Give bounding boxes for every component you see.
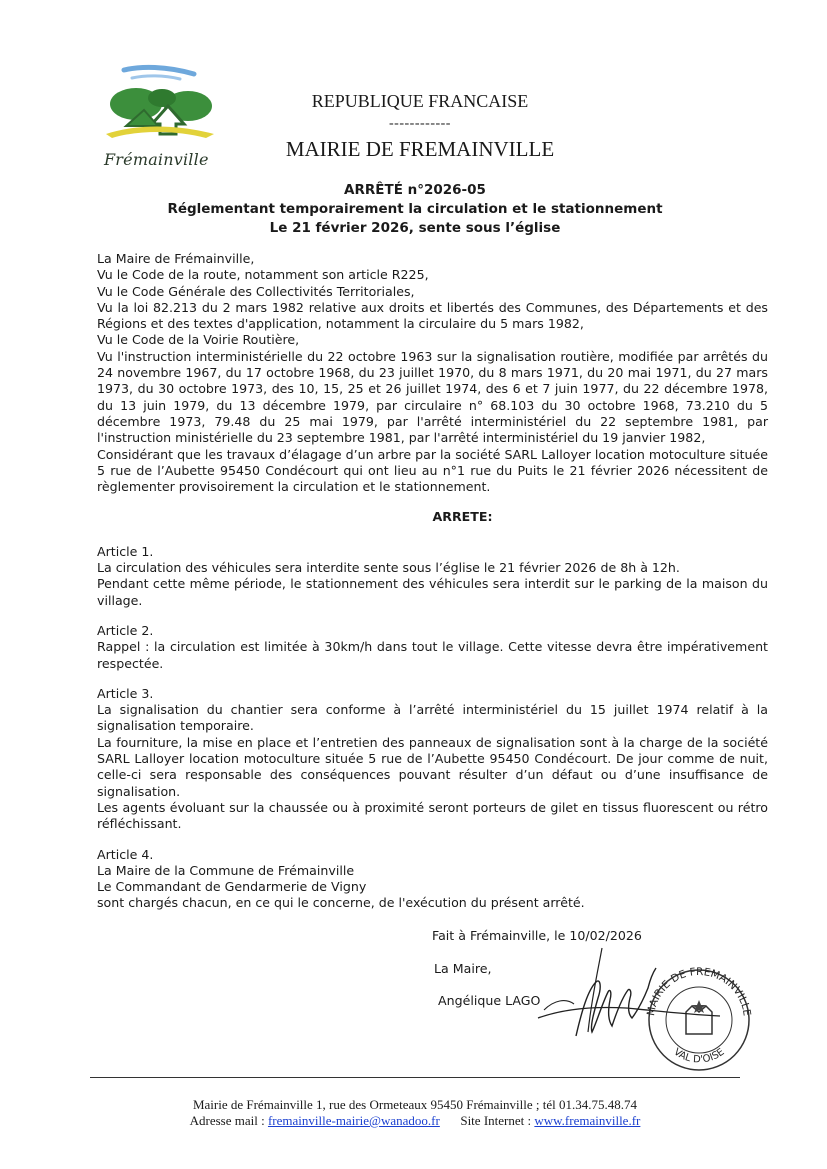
email-label: Adresse mail : (189, 1113, 265, 1128)
arrete-subject: Réglementant temporairement la circulation et le stationnement (167, 201, 663, 217)
stamp-top-label: MAIRIE DE FREMAINVILLE (645, 965, 753, 1017)
logo-caption: Frémainville (104, 150, 209, 169)
article-1-paragraph: La circulation des véhicules sera interdite sente sous l’église le 21 février 2026 de 8h à 12h. (97, 560, 680, 576)
email-link[interactable]: fremainville-mairie@wanadoo.fr (267, 1113, 440, 1128)
handwritten-signature (530, 940, 730, 1050)
site-label: Site Internet : (460, 1113, 532, 1128)
article-3-paragraph: La signalisation du chantier sera conforme à l’arrêté interministériel du 15 juillet 1974 relatif à la signalisation temporaire. (97, 702, 768, 734)
footer-address: Mairie de Frémainville 1, rue des Ormeteaux 95450 Frémainville ; tél 01.34.75.48.74 (192, 1097, 638, 1112)
arrete-number: ARRÊTÉ n°2026-05 (344, 182, 486, 198)
article-3-paragraph: La fourniture, la mise en place et l’entretien des panneaux de signalisation sont à la charge de la société SARL Lalloyer location motoculture située 5 rue de l’Aubette 95450 Condécourt. De jour comme de nuit, celle-ci sera responsable des conséquences pouvant résulter d’un défaut ou d’une insuffisance de signalisation. (97, 734, 768, 799)
article-2-paragraph: Rappel : la circulation est limitée à 30km/h dans tout le village. Cette vitesse devra être impérativement respectée. (97, 639, 768, 671)
document-body (97, 251, 768, 912)
preamble-line: La Maire de Frémainville, (97, 251, 255, 266)
arrete-heading: ARRETE: (432, 509, 493, 525)
logo-sky-stroke-2 (132, 76, 180, 79)
article-2-title: Article 2. (97, 622, 154, 638)
republic-heading: REPUBLIQUE FRANCAISE (311, 91, 529, 111)
heading-separator: ------------ (389, 116, 451, 131)
article-4-paragraph: sont chargés chacun, en ce qui le concerne, de l'exécution du présent arrêté. (97, 895, 585, 911)
article-4-title: Article 4. (97, 846, 154, 862)
stamp-bottom-label: VAL D'OISE (671, 1046, 727, 1066)
done-at-line: Fait à Frémainville, le 10/02/2026 (432, 928, 642, 943)
article-4-paragraph: Le Commandant de Gendarmerie de Vigny (97, 879, 367, 895)
preamble-line: Vu le Code de la Voirie Routière, (97, 332, 300, 348)
signatory-name: Angélique LAGO (438, 993, 541, 1008)
article-1-title: Article 1. (97, 543, 154, 559)
preamble-line: Considérant que les travaux d’élagage d’un arbre par la société SARL Lalloyer location motoculture située 5 rue de l’Aubette 95450 Condécourt qui ont lieu au n°1 rue du Puits le 21 février 2026 nécessitent de règlementer provisoirement la circulation et le stationnement. (97, 446, 768, 495)
preamble-line: Vu l'instruction interministérielle du 22 octobre 1963 sur la signalisation routière, modifiée par arrêtés du 24 novembre 1967, du 17 octobre 1968, du 23 juillet 1970, du 8 mars 1971, du 20 mai 1971, du 27 mars 1973, du 30 octobre 1973, des 10, 15, 25 et 26 juillet 1974, des 6 et 7 juin 1977, du 22 décembre 1978, du 13 juin 1979, du 13 décembre 1979, par circulaire n° 68.103 du 30 octobre 1968, 73.210 du 5 décembre 1973, 79.48 du 25 mai 1979, par l'arrêté interministériel du 22 septembre 1981, par l'instruction ministérielle du 23 septembre 1981, par l'arrêté interministériel du 19 janvier 1982, (97, 348, 768, 446)
preamble-line: Vu le Code de la route, notamment son article R225, (97, 267, 429, 283)
footer-divider (90, 1077, 740, 1078)
footer-contacts (90, 1113, 740, 1129)
arrete-title-block (120, 181, 710, 238)
mairie-heading: MAIRIE DE FREMAINVILLE (285, 137, 555, 161)
logo-tree-mid (148, 89, 176, 107)
article-3-title: Article 3. (97, 685, 154, 701)
site-link[interactable]: www.fremainville.fr (534, 1113, 641, 1128)
article-3-paragraph: Les agents évoluant sur la chaussée ou à proximité seront porteurs de gilet en tissus fluorescent ou rétro réfléchissant. (97, 799, 768, 832)
article-4-paragraph: La Maire de la Commune de Frémainville (97, 862, 355, 878)
signatory-role: La Maire, (434, 961, 492, 976)
logo-sky-stroke (124, 67, 194, 74)
article-1-paragraph: Pendant cette même période, le stationnement des véhicules sera interdit sur le parking de la maison du village. (97, 576, 768, 608)
preamble-line: Vu le Code Générale des Collectivités Territoriales, (97, 283, 415, 299)
preamble-line: Vu la loi 82.213 du 2 mars 1982 relative aux droits et libertés des Communes, des Départements et des Régions et des textes d'application, notamment la circulaire du 5 mars 1982, (97, 299, 768, 332)
arrete-date-place: Le 21 février 2026, sente sous l’église (269, 220, 561, 236)
